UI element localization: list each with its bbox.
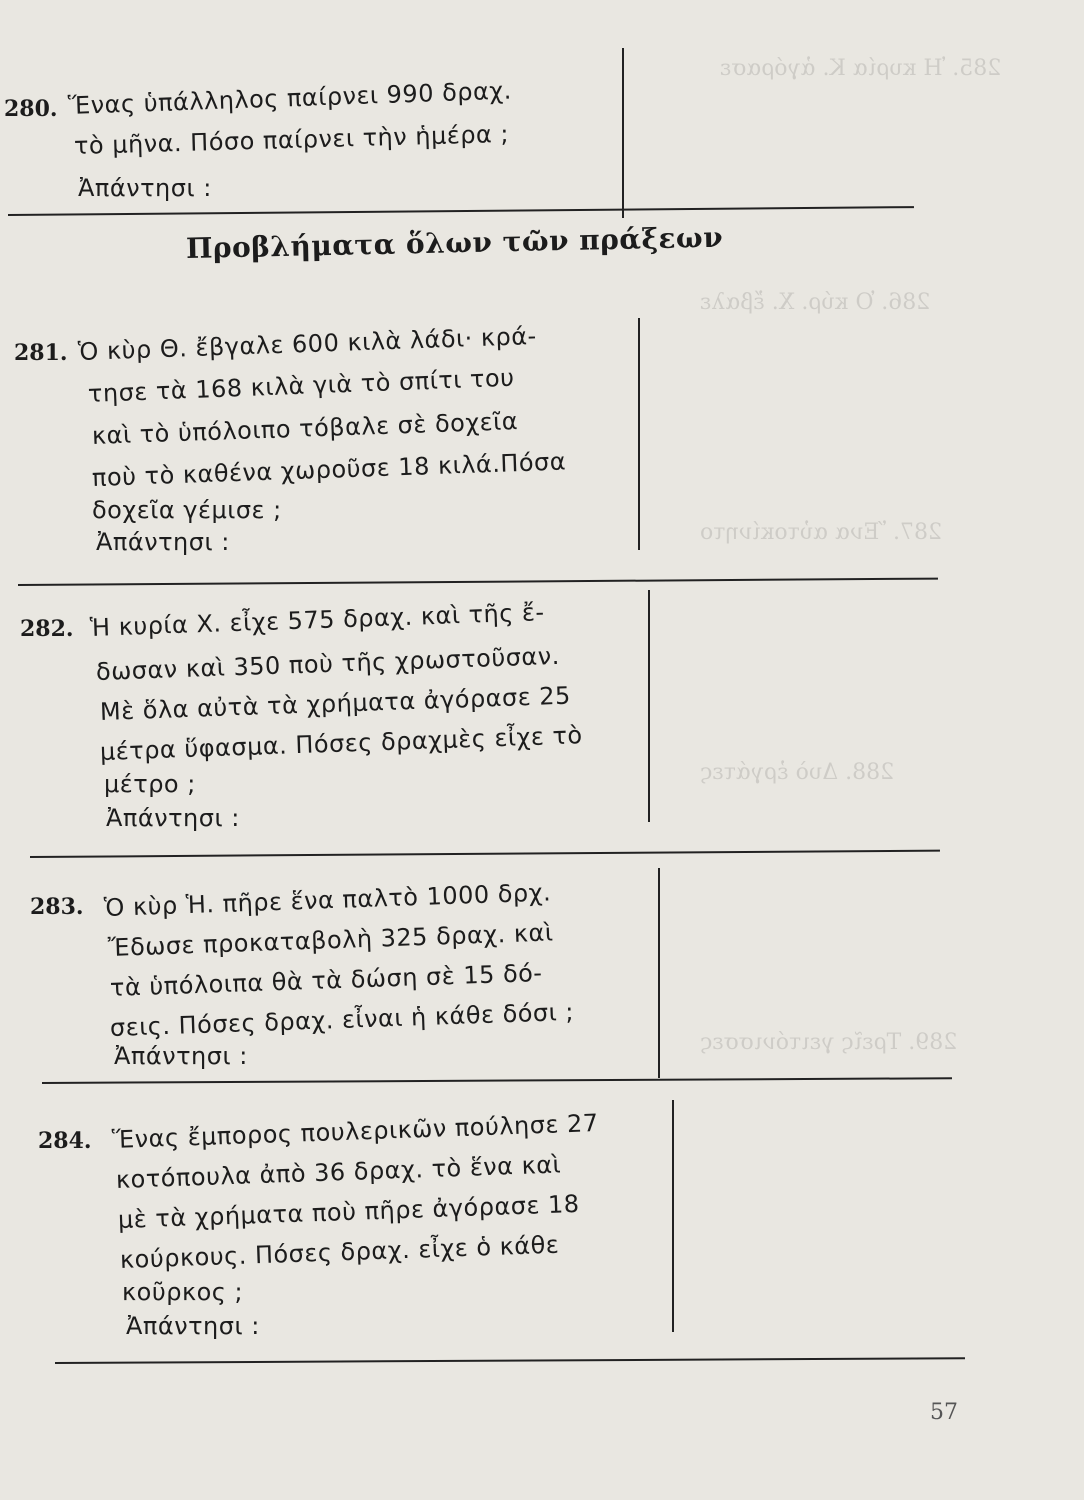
- problem-number: 282.: [20, 616, 74, 642]
- answer-column-line: [672, 1100, 674, 1332]
- problem-number: 280.: [4, 96, 58, 122]
- separator-line: [30, 850, 940, 858]
- problem-text-line: κοῦρκος ;: [122, 1278, 244, 1306]
- problem-text-line: καὶ τὸ ὑπόλοιπο τόβαλε σὲ δοχεῖα: [91, 407, 519, 450]
- problem-number: 281.: [14, 340, 68, 366]
- answer-column-line: [638, 318, 640, 550]
- problem-text-line: κοτόπουλα ἀπὸ 36 δραχ. τὸ ἕνα καὶ: [115, 1150, 562, 1194]
- problem-text-line: κούρκους. Πόσες δραχ. εἶχε ὁ κάθε: [119, 1230, 560, 1274]
- answer-label: Ἀπάντησι :: [114, 1042, 248, 1070]
- problem-text-line: δωσαν καὶ 350 ποὺ τῆς χρωστοῦσαν.: [95, 641, 561, 686]
- problem-text-line: Ἕνας ὑπάλληλος παίρνει 990 δραχ.: [67, 76, 513, 120]
- problem-text-line: μὲ τὰ χρήματα ποὺ πῆρε ἀγόρασε 18: [117, 1189, 581, 1234]
- problem-text-line: μέτρα ὕφασμα. Πόσες δραχμὲς εἶχε τὸ: [99, 721, 584, 766]
- page-number: 57: [930, 1400, 958, 1425]
- problem-text-line: Ὁ κὺρ Θ. ἔβγαλε 600 κιλὰ λάδι· κρά-: [77, 321, 538, 366]
- answer-label: Ἀπάντησι :: [126, 1312, 260, 1340]
- problem-text-line: Μὲ ὅλα αὐτὰ τὰ χρήματα ἀγόρασε 25: [99, 681, 572, 726]
- problem-text-line: δοχεῖα γέμισε ;: [92, 496, 282, 524]
- problem-text-line: τὰ ὑπόλοιπα θὰ τὰ δώση σὲ 15 δό-: [109, 958, 543, 1002]
- problem-text-line: Ἕνας ἔμπορος πουλερικῶν πούλησε 27: [111, 1109, 600, 1154]
- problem-text-line: τησε τὰ 168 κιλὰ γιὰ τὸ σπίτι του: [87, 363, 515, 408]
- answer-column-line: [648, 590, 650, 822]
- section-heading: Προβλήματα ὅλων τῶν πράξεων: [185, 220, 724, 265]
- problem-number: 283.: [30, 894, 84, 920]
- answer-column-line: [622, 48, 624, 218]
- problem-number: 284.: [38, 1128, 92, 1154]
- separator-line: [42, 1077, 952, 1084]
- separator-line: [8, 206, 914, 216]
- answer-label: Ἀπάντησι :: [106, 804, 240, 832]
- bleed-through-text: 285. Ἡ κυρία Κ. ἀγόρασε 286. Ὁ κύρ. Χ. ἔβαλε 287. Ἕνα αὐτοκίνητο 288. Δυὸ ἐργάτες 289. Τρεῖς γειτόνισσες: [700, 56, 1002, 1055]
- separator-line: [18, 578, 938, 586]
- problem-text-line: τὸ μῆνα. Πόσο παίρνει τὴν ἡμέρα ;: [73, 119, 510, 160]
- separator-line: [55, 1357, 965, 1364]
- problem-text-line: Ἔδωσε προκαταβολὴ 325 δραχ. καὶ: [107, 918, 554, 962]
- answer-label: Ἀπάντησι :: [78, 174, 212, 202]
- problem-text-line: ποὺ τὸ καθένα χωροῦσε 18 κιλά.Πόσα: [91, 447, 567, 492]
- problem-text-line: Ἡ κυρία Χ. εἶχε 575 δραχ. καὶ τῆς ἔ-: [89, 598, 546, 642]
- answer-label: Ἀπάντησι :: [96, 528, 230, 556]
- answer-column-line: [658, 868, 660, 1078]
- problem-text-line: Ὁ κὺρ Ἡ. πῆρε ἕνα παλτὸ 1000 δρχ.: [103, 878, 552, 922]
- problem-text-line: σεις. Πόσες δραχ. εἶναι ἡ κάθε δόσι ;: [109, 997, 575, 1042]
- problem-text-line: μέτρο ;: [104, 770, 196, 798]
